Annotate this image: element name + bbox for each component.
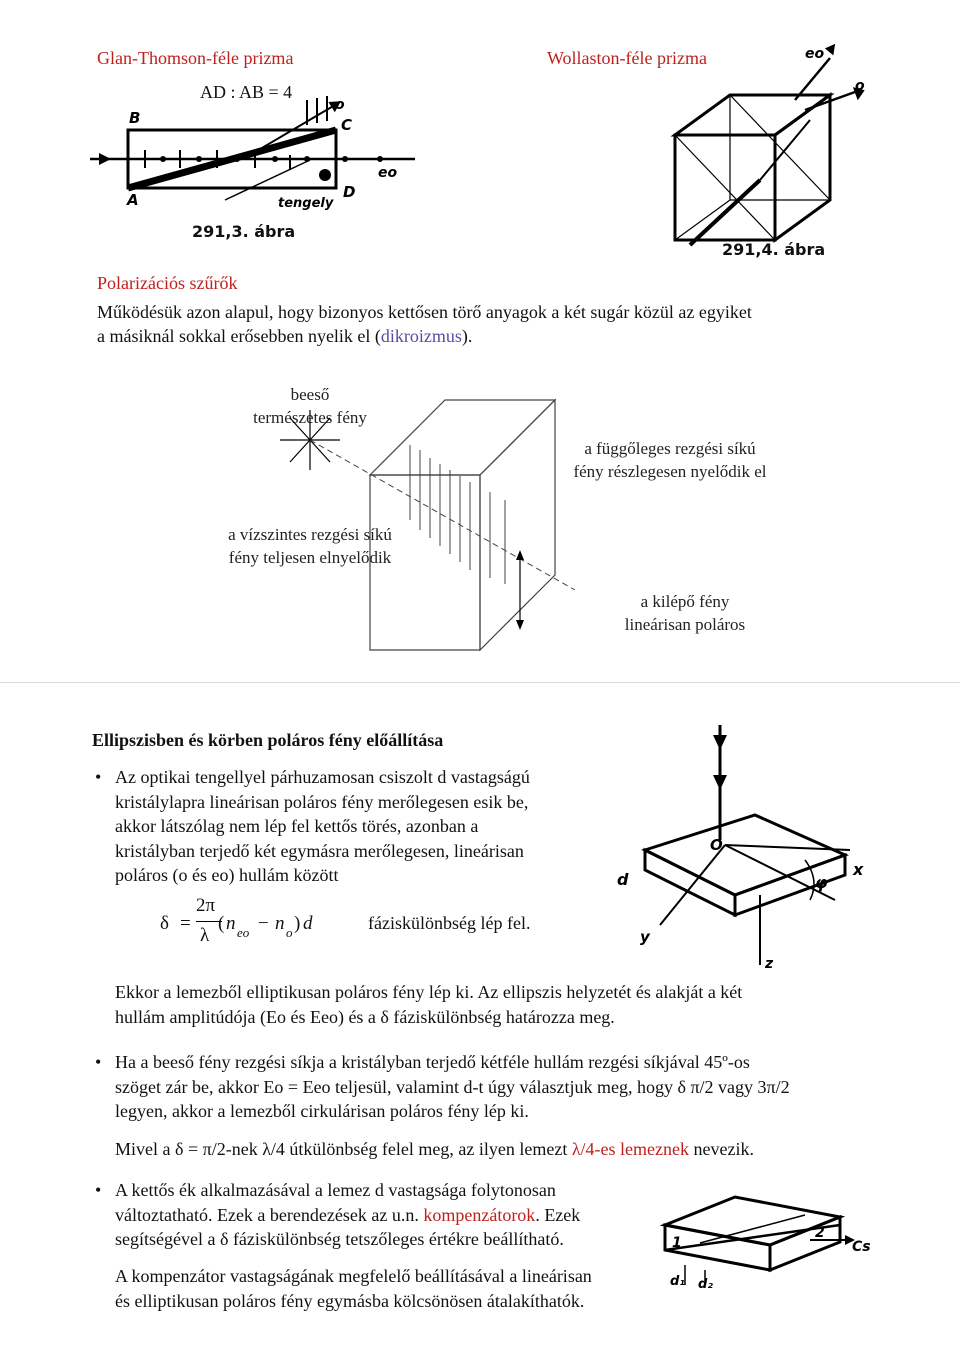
b1-line: kristálylapra lineárisan poláros fény merőlegesen esik be,	[115, 791, 529, 812]
formula-delta: δ	[160, 913, 169, 934]
formula-denominator: λ	[200, 925, 210, 946]
quarter-wave-paragraph	[115, 1137, 754, 1161]
bullet-paragraph-2	[115, 1050, 865, 1124]
ellipse-line2: hullám amplitúdója (Eo és Eeo) és a δ fáziskülönbség határozza meg.	[115, 1006, 615, 1027]
plate-label-x: x	[853, 860, 864, 879]
b3-line1: • A kettős ék alkalmazásával a lemez d vastagsága folytonosan	[115, 1180, 556, 1200]
polarizer-diagram	[270, 380, 620, 670]
comp-label-2: 2	[815, 1225, 825, 1241]
formula-n-o: n	[275, 913, 285, 934]
dikroizmus-term: dikroizmus	[380, 326, 462, 346]
crystal-plate-figure	[605, 720, 880, 970]
comp-label-cs: Cs	[852, 1239, 871, 1255]
plate-label-d: d	[617, 870, 629, 889]
vertical-label-line2: fény részlegesen nyelődik el	[573, 462, 767, 481]
comp-line1: A kompenzátor vastagságának megfelelő beállításával a lineárisan	[115, 1266, 592, 1286]
phase-difference-formula	[160, 895, 580, 955]
absorption-lines	[410, 445, 505, 584]
b2-line: legyen, akkor a lemezből cirkulárisan poláros fény lép ki.	[115, 1101, 529, 1121]
wollaston-title: Wollaston-féle prizma	[547, 48, 707, 68]
formula-sub-o: o	[286, 925, 293, 940]
bullet-paragraph-1	[115, 765, 590, 888]
b1-line: akkor látszólag nem lép fel kettős törés, azonban a	[115, 816, 479, 836]
bullet-paragraph-3	[115, 1178, 648, 1252]
exit-label-line2: lineárisan poláros	[624, 615, 746, 634]
quarter-wave-term: λ/4-es lemeznek	[571, 1139, 690, 1159]
comp-label-d1: d₁	[670, 1274, 685, 1289]
compensator-term: kompenzátorok	[423, 1204, 536, 1225]
label-tengely: tengely	[278, 196, 334, 211]
incoming-label-line1: beeső	[290, 385, 330, 404]
label-o: o	[335, 97, 345, 113]
label-eo: eo	[378, 165, 398, 181]
vertical-label-line1: a függőleges rezgési síkú	[584, 439, 756, 458]
glan-caption: 291,3. ábra	[192, 222, 296, 241]
exit-label-line1: a kilépő fény	[640, 592, 730, 611]
plate-label-y: y	[640, 928, 650, 946]
filters-text-line1: Működésük azon alapul, hogy bizonyos kettősen törő anyagok a két sugár közül az egyiket	[97, 302, 752, 322]
b1-line: • Az optikai tengellyel párhuzamosan csiszolt d vastagságú	[115, 767, 530, 787]
plate-label-phi: φ	[815, 873, 828, 892]
slide-divider	[0, 682, 960, 683]
polarizer-top	[370, 400, 555, 475]
filters-text-end: ).	[461, 326, 473, 346]
comp-line2: és elliptikusan poláros fény egymásba kölcsönösen átalakíthatók.	[115, 1290, 585, 1311]
formula-n-eo: n	[226, 913, 236, 934]
b1-line: poláros (o és eo) hullám között	[115, 865, 339, 885]
cube-side	[775, 95, 830, 240]
label-C: C	[341, 116, 353, 134]
compensator-figure	[660, 1185, 880, 1290]
plate-label-O: O	[710, 836, 723, 854]
wollaston-figure	[650, 40, 875, 255]
formula-paren-open: (	[218, 913, 225, 934]
wollaston-label-o: o	[855, 78, 865, 94]
comp-label-1: 1	[672, 1235, 682, 1251]
formula-equals: =	[180, 913, 191, 934]
formula-numerator: 2π	[196, 895, 216, 916]
filters-text-part: a másiknál sokkal erősebben nyelik el (	[97, 326, 381, 346]
b3-text: változtatható. Ezek a berendezések az u.n.	[115, 1204, 424, 1225]
b2-line: szöget zár be, akkor Eo = Eeo teljesül, valamint d-t úgy választjuk meg, hogy δ π/2 vagy 3π/2	[115, 1076, 790, 1097]
filters-text-line2	[97, 324, 472, 348]
wollaston-caption: 291,4. ábra	[722, 240, 826, 259]
polarizer-side	[480, 400, 555, 650]
plate-front-right	[735, 855, 845, 915]
comp-label-d2: d₂	[698, 1277, 713, 1290]
b3-text-end: . Ezek	[535, 1204, 581, 1225]
ellipse-paragraph	[115, 980, 855, 1029]
b1-line: kristályban terjedő két egymásra merőlegesen, lineárisan	[115, 840, 524, 861]
b3-line2	[115, 1203, 648, 1228]
filters-title: Polarizációs szűrők	[97, 273, 238, 293]
wedge-side	[770, 1217, 840, 1270]
compensator-paragraph	[115, 1264, 655, 1313]
glan-thomson-title: Glan-Thomson-féle prizma	[97, 48, 294, 68]
quarter-text-end: nevezik.	[689, 1139, 754, 1159]
b2-line: • Ha a beeső fény rezgési síkja a kristályban terjedő kétféle hullám rezgési síkjával 45º-os	[115, 1052, 750, 1072]
plate-front-left	[645, 850, 735, 915]
formula-sub-eo: eo	[237, 925, 250, 940]
b3-line3: segítségével a δ fáziskülönbség tetszőleges értékre beállítható.	[115, 1229, 564, 1249]
formula-minus: −	[258, 913, 269, 934]
label-B: B	[129, 109, 141, 127]
horizontal-label-line1: a vízszintes rezgési síkú	[228, 525, 392, 544]
ellipse-line1: Ekkor a lemezből elliptikusan poláros fény lép ki. Az ellipszis helyzetét és alakját a két	[115, 982, 743, 1002]
formula-suffix: fáziskülönbség lép fel.	[368, 913, 531, 933]
cube-top	[675, 95, 830, 135]
ellipse-section-title: Ellipszisben és körben poláros fény előállítása	[92, 730, 444, 750]
wollaston-label-eo: eo	[805, 46, 825, 62]
glan-ratio: AD : AB = 4	[200, 82, 293, 102]
label-D: D	[343, 183, 356, 201]
incoming-label-line2: természetes fény	[253, 408, 367, 427]
quarter-text: Mivel a δ = π/2-nek λ/4 útkülönbség felel meg, az ilyen lemezt	[115, 1139, 572, 1159]
formula-d: d	[303, 913, 313, 934]
plate-label-z: z	[765, 956, 774, 970]
horizontal-label-line2: fény teljesen elnyelődik	[228, 548, 392, 567]
label-A: A	[127, 191, 139, 209]
formula-paren-close: )	[294, 913, 301, 934]
polarizer-front	[370, 475, 480, 650]
